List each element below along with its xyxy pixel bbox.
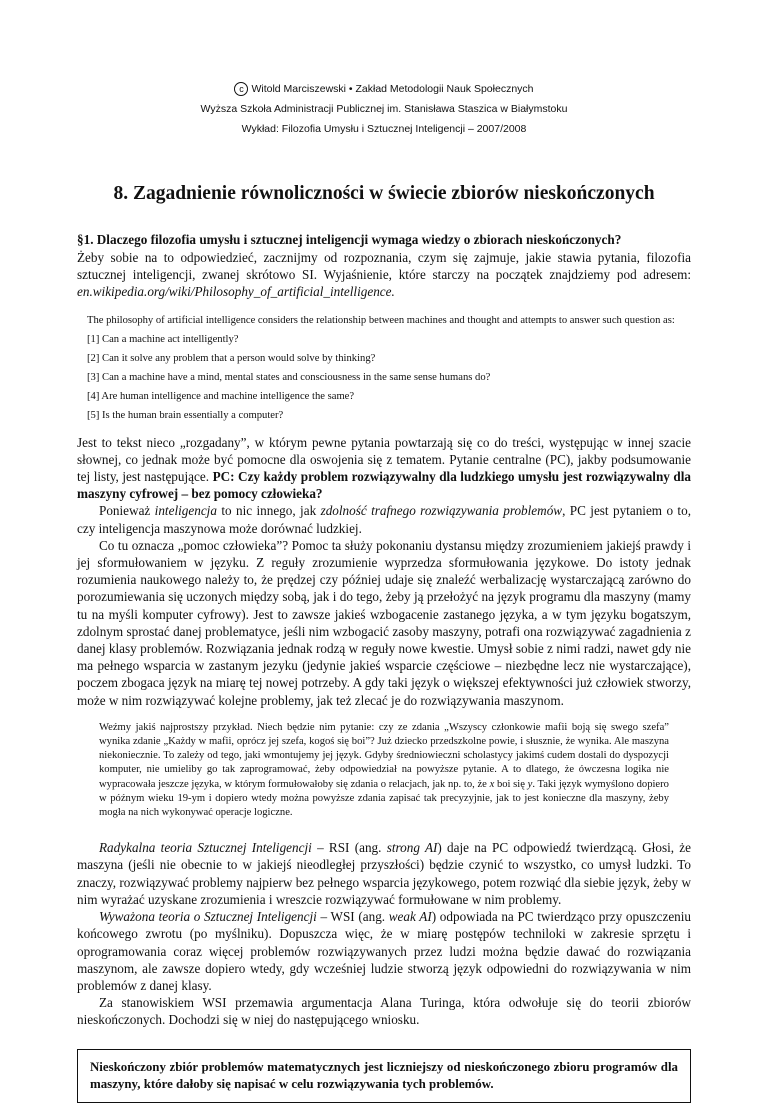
paragraph-weak-ai — [77, 908, 691, 994]
example-text: boi się — [496, 778, 525, 790]
term-rsi: Radykalna teoria Sztucznej Inteligencji — [99, 840, 312, 856]
central-question: PC: Czy każdy problem rozwiązywalny dla ludzkiego umysłu jest rozwiązywalny dla maszyny cyfrowej – bez pomocy człowieka? — [77, 469, 692, 502]
block-quote — [87, 313, 683, 423]
example-paragraph — [99, 721, 669, 820]
author-affiliation: Witold Marciszewski • Zakład Metodologii Nauk Społecznych — [251, 83, 534, 95]
wikipedia-url: en.wikipedia.org/wiki/Philosophy_of_artificial_intelligence. — [77, 284, 395, 300]
quote-item: [5] Is the human brain essentially a computer? — [87, 409, 284, 421]
term-strong-ai: strong AI — [386, 840, 438, 856]
intro-paragraph — [77, 249, 691, 301]
quote-item: [2] Can it solve any problem that a person would solve by thinking? — [87, 352, 376, 364]
term-wsi: Wyważona teoria o Sztucznej Inteligencji — [99, 909, 317, 925]
example-text: . Taki język wymyślono dopiero w późnym wieku 19-ym i dopiero wtedy można powyższe zdania zapisać tak precyzyjnie, jak to jest konieczne dla maszyny, żeby mogła na nich wykonywać operacje logiczne. — [99, 778, 669, 819]
text-run: ) daje na PC odpowiedź twierdzącą. Głosi, że maszyna (jeśli nie obecnie to w jakiejś nieodległej przyszłości) będzie czynić to wszystko, co umysł ludzki. To znaczy, rozwiązywać problemy najpierw bez pełnego wsparcia językowego, potem rozwiąć dla siebie język, żeby w nim wyrażać uzyskane zrozumienia i wreszcie rozwiązywać formułowane w nim problemy. — [77, 840, 691, 907]
example-text: Weźmy jakiś najprostszy przykład. Niech będzie nim pytanie: czy ze zdania „Wszyscy członkowie mafii boją się swego szefa” wynika zdanie „Każdy w mafii, oprócz jej szefa, kogoś się boi”? Już dziecko przedszkolne powie, i słusznie, że wynika. Ale maszyna niekoniecznie. To zależy od tego, jaki wmontujemy jej język. Gdyby średniowieczni scholastycy jakimś cudem dostali do dyspozycji komputer, nie umieliby go tak zaprogramować, żeby odpowiedział na powyższe pytanie. A to dlatego, że ówczesna logika nie wypracowała jeszcze języka, w którym formułowałoby się zdania o relacjach, jak np. to, że — [99, 721, 669, 790]
school-line: Wyższa Szkoła Administracji Publicznej im. Stanisława Staszica w Białymstoku — [200, 103, 568, 115]
quote-item: [3] Can a machine have a mind, mental states and consciousness in the same sense humans do? — [87, 371, 491, 383]
paragraph-intelligence — [77, 502, 691, 536]
variable-y: y — [527, 778, 533, 790]
text-run: , PC jest pytaniem o to, czy inteligencja maszynowa może dorównać ludzkiej. — [77, 503, 691, 536]
paragraph-text: Jest to tekst nieco „rozgadany”, w którym pewne pytania powtarzają się co do treści, występując w innej szacie słownej, co jednak może być pomocne dla oswojenia się z tematem. Pytanie centralne (PC), jakby podsumowanie tej listy, jest następujące. — [77, 434, 691, 485]
intro-text: Żeby sobie na to odpowiedzieć, zacznijmy od rozpoznania, czym się zajmuje, jakie stawia pytania, filozofia sztucznej inteligencji, zwanej skrótowo SI. Wyjaśnienie, które starczy na początek znajdziemy pod adresem: — [77, 250, 691, 283]
document-page — [77, 0, 691, 1103]
variable-x: x — [489, 778, 495, 790]
section-heading: §1. Dlaczego filozofia umysłu i sztucznej inteligencji wymaga wiedzy o zbiorach nieskończonych? — [77, 232, 622, 247]
paragraph-strong-ai — [77, 839, 691, 908]
text-run: – WSI (ang. — [320, 909, 386, 925]
term-intelligence: inteligencja — [154, 503, 217, 519]
text-run: to nic innego, jak — [221, 503, 317, 519]
copyright-icon: c — [234, 82, 248, 96]
quote-item: [4] Are human intelligence and machine intelligence the same? — [87, 390, 355, 402]
chapter-title: 8. Zagadnienie równoliczności w świecie zbiorów nieskończonych — [113, 183, 655, 204]
text-run: – RSI (ang. — [317, 840, 382, 856]
text-run: Ponieważ — [99, 503, 151, 519]
quote-lead: The philosophy of artificial intelligence considers the relationship between machines and thought and attempts to answer such question as: — [87, 314, 675, 326]
term-weak-ai: weak AI — [388, 909, 432, 925]
text-run: ) odpowiada na PC twierdząco przy opuszczeniu końcowego zwrotu (po myślniku). Dopuszcza więc, że w miarę postępów techniloki w zakresie sprzętu i oprogramowania coraz więcej problemów rozwiązywanych przez ludzi można będzie dawać do rozwiązania maszynom, ale zawsze dopiero wtedy, gdy wcześniej ludzie stworzą język odpowiedni do rozwiązywania w nim problemów z danej klasy. — [77, 909, 692, 993]
author-line — [77, 79, 691, 99]
paragraph-central-question — [77, 434, 691, 503]
paragraph-turing: Za stanowiskiem WSI przemawia argumentacja Alana Turinga, która odwołuje się do teorii zbiorów nieskończonych. Dochodzi się w niej do następującego wniosku. — [77, 995, 691, 1028]
paragraph-human-help: Co tu oznacza „pomoc człowieka”? Pomoc ta służy pokonaniu dystansu między zrozumieniem jakiejś prawdy i jej sformułowaniem w języku. Z reguły zrozumienie wyprzedza sformułowania językowe. Do istoty jednak rozumienia naukowego należy to, że prędzej czy później udaje się znaleźć werbalizację wystarczającą zarówno do porozumiewania się uczonych między sobą, jak i do tego, żeby ją przełożyć na język programu dla maszyny (mamy tu na myśli komputer cyfrowy). Jest to zawsze jakieś wzbogacenie zastanego języka, a w tym języku bogatszym, zdolnym sprostać danej problematyce, jeśli nim wzbogacić zasoby maszyny, potrafi ona rozwiązywać zagadnienia z danej klasy problemów. Rozwiązania jednak rodzą w reguły nowe kwestie. Umysł sobie z nimi radzi, nawet gdy nie ma pełnego wsparcia w zastanym jezyku (jedynie jakieś wsparcie częściowe – niezbędne lecz nie wystarczające), poczem zbogaca język na miarę tej nowej potrzeby. A gdy taki język o większej efektywności już człowiek stworzy, może w nim rozwiązywać kolejne problemy, jak też zlecać je do rozwiązywania maszynom. — [77, 537, 691, 708]
term-problem-solving: zdolność trafnego rozwiązywania problemów — [320, 503, 563, 519]
conclusion-box: Nieskończony zbiór problemów matematycznych jest liczniejszy od nieskończonego zbioru programów dla maszyny, które dałoby się napisać w celu rozwiązywania tych problemów. — [77, 1049, 691, 1103]
quote-item: [1] Can a machine act intelligently? — [87, 333, 239, 345]
lecture-line: Wykład: Filozofia Umysłu i Sztucznej Inteligencji – 2007/2008 — [241, 123, 527, 135]
